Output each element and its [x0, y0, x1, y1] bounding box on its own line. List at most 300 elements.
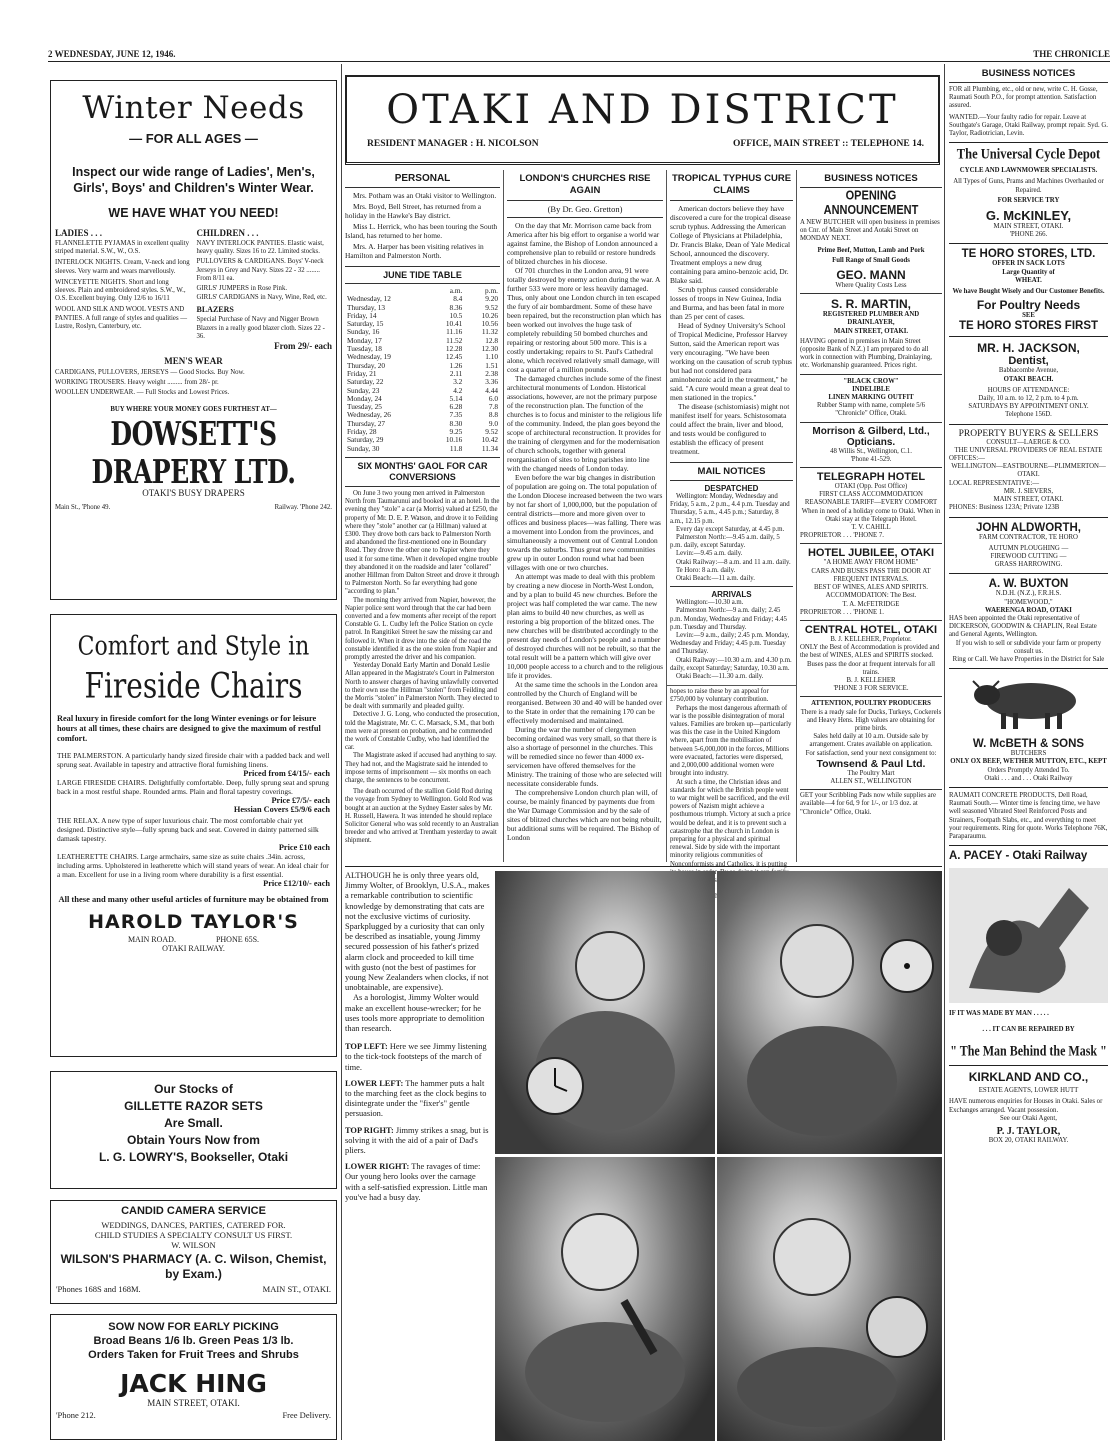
crow-l2: INDELIBLE — [852, 385, 890, 393]
photo-text-column — [345, 871, 490, 1437]
tide-pm: 6.0 — [488, 393, 498, 403]
pliers-boy-image — [717, 871, 942, 1154]
pacey-repaired: . . . IT CAN BE REPAIRED BY — [982, 1026, 1075, 1034]
mail-arr-item: Levin:—9 a.m., daily; 2.45 p.m. Monday, Wednesday and Friday; 4.45 p.m. Tuesday and Thursday. — [670, 632, 790, 656]
divider — [341, 64, 342, 1440]
black-crow-ad — [800, 375, 942, 423]
hing-l3: Orders Taken for Fruit Trees and Shrubs — [88, 1349, 299, 1361]
tide-pm: 9.0 — [488, 418, 498, 428]
london-para: During the war the number of clergymen becoming ordained was very small, so that there is also a shortage of personnel in the churches. This will be remedied since no fewer than 4000 ex-servicemen have offered themselves for the Ministry. The training of those who are selected will necessitate considerable funds. — [507, 725, 662, 788]
tide-pm: 12.8 — [485, 335, 498, 345]
london-para: Even before the war big changes in distribution of population are going on. The total population of the London Diocese increased between the two wars by not far short of 1,000,000, but the population of central districts—more and more given over to offices and business places—was falling. There was a movement into London from the provinces, and simultaneously a movement out of Central London towards the suburbs. Thus great new communities grew up in outer London round what had been villages with one or two churches. — [507, 473, 663, 572]
ladies-item: WINCEYETTE NIGHTS. Short and long sleeves. Plain and embroidered styles. S.W., W., O.S. Excellent buying. Only 12/6 to 16/11 — [55, 278, 186, 303]
chair-item-text: THE RELAX. A new type of super luxurious chair. The most comfortable chair yet designed. Distinctive style—fully sprung back and seat. Covered in dainty patterned silk damask tapestry. — [57, 816, 319, 843]
candid-l3: W. WILSON — [171, 1240, 216, 1250]
caption-lead: TOP LEFT: — [345, 1042, 388, 1052]
gillette-l5: L. G. LOWRY'S, Bookseller, Otaki — [98, 1150, 289, 1164]
gaol-heading: SIX MONTHS' GAOL FOR CAR CONVERSIONS — [357, 460, 488, 482]
otaki-title: OTAKI AND DISTRICT — [386, 87, 899, 133]
tide-pm: 10.26 — [481, 310, 498, 320]
tide-pm: 10.56 — [481, 319, 498, 329]
taylors-name: HAROLD TAYLOR'S — [88, 911, 299, 933]
photo-caption — [345, 1126, 490, 1157]
ald-l4: GRASS HARROWING. — [994, 561, 1063, 569]
tide-pm: 1.10 — [485, 352, 498, 362]
typhus-para: American doctors believe they have discovered a cure for the tropical disease scrub typhus. Addressing the American College of Physicians at Philadelphia, Dr. Francis Blake, Dean of Yale Medical School, announced the discovery. Treatment employs a new drug containing para amino-benzoic acid, Dr. Blake said. — [670, 204, 791, 285]
london-byline: (By Dr. Geo. Gretton) — [547, 204, 623, 214]
tel-l2: FIRST CLASS ACCOMMODATION — [819, 491, 923, 499]
tide-am: 4.2 — [453, 385, 463, 395]
kirkland-ad — [949, 1070, 1108, 1145]
horo-title: TE HORO STORES, LTD. — [961, 248, 1096, 261]
cycle-depot-ad — [949, 147, 1108, 239]
caption-lead: LOWER LEFT: — [345, 1078, 404, 1088]
fireside-chairs-ad — [50, 614, 337, 1057]
blazers-text: Special Purchase of Navy and Nigger Brown Blazers in a really good blazer cloth. Sizes 22 - 36. — [196, 316, 325, 340]
central-name: CENTRAL HOTEL, OTAKI — [804, 623, 938, 636]
jack-hing-ad — [50, 1314, 337, 1440]
bux-l3: WAERENGA ROAD, OTAKI — [985, 606, 1072, 614]
tide-pm: 9.52 — [485, 302, 498, 312]
tide-pm: 10.42 — [481, 435, 498, 445]
kirkland-name: KIRKLAND AND CO., — [968, 1070, 1089, 1085]
london-para: On the day that Mr. Morrison came back from America after his big effort to organise a world war against famine, the Bishop of London announced a comprehensive plan to rebuild or restore hundreds of blitzed churches in his diocese. — [507, 221, 660, 266]
tel-l4: When in need of a holiday come to Otaki. When in Otaki stay at the Telegraph Hotel. — [801, 507, 941, 523]
martin-sub1: REGISTERED PLUMBER AND DRAINLAYER, — [822, 311, 920, 327]
jackson-l2: Babbacombe Avenue, — [998, 367, 1059, 375]
tide-row — [345, 445, 500, 453]
mail-heading: MAIL NOTICES — [697, 466, 766, 477]
tel-l1: OTAKI (Opp. Post Office) — [834, 483, 908, 491]
horo-l5: For Poultry Needs — [976, 298, 1081, 313]
otaki-office: OFFICE, MAIN STREET :: TELEPHONE 14. — [733, 139, 924, 149]
chairs-title-1: Comfort and Style in — [77, 631, 310, 662]
tide-pm: 11.34 — [481, 443, 498, 453]
tide-table — [345, 287, 500, 453]
mcb-l2: ONLY OX BEEF, WETHER MUTTON, ETC., KEPT — [950, 758, 1107, 766]
central-hotel-ad — [800, 621, 942, 697]
opening-text: A NEW BUTCHER will open business in premises on Cnr. of Main Street and Aotaki Street on MONDAY NEXT. — [800, 219, 940, 243]
bux-l5: If you wish to sell or subdivide your farm or property consult us. — [955, 639, 1102, 655]
personal-heading: PERSONAL — [394, 173, 451, 184]
mail-despatched: DESPATCHED — [704, 484, 759, 493]
tide-day: Sunday, 23 — [347, 385, 380, 395]
hing-l1: SOW NOW FOR EARLY PICKING — [108, 1321, 279, 1333]
tide-day: Saturday, 29 — [347, 435, 384, 445]
tide-am: 8.30 — [449, 418, 463, 428]
tide-pm: 11.32 — [481, 327, 498, 337]
jackson-l1: Dentist, — [1008, 355, 1049, 368]
ladies-item: WOOL AND SILK AND WOOL VESTS AND PANTIES. A full range of styles and qualities — Lustre, Roslyn, Canterbury, etc. — [55, 306, 188, 330]
tide-day: Friday, 14 — [347, 310, 377, 320]
chair-item-text: LARGE FIRESIDE CHAIRS. Delightfully comfortable. Deep, fully sprung seat and sprung back in a most restful shape. Rounded arms. Plain and floral tapestry coverings. — [57, 778, 329, 796]
children-item: PULLOVERS & CARDIGANS. Boys' V-neck Jerseys in Grey and Navy. Sizes 22 - 32 ........ From 8/11 ea. — [196, 258, 324, 282]
morrison-addr: 48 Willis St., Wellington, C.1. — [830, 447, 912, 455]
dowsett-name: DOWSETT'S DRAPERY LTD. — [91, 415, 296, 491]
hing-name: JACK HING — [120, 1369, 267, 1398]
buy-line: BUY WHERE YOUR MONEY GOES FURTHEST AT— — [110, 405, 277, 413]
personal-para: Miss L. Herrick, who has been touring the South Island, has returned to her home. — [345, 222, 498, 240]
ald-l2: AUTUMN PLOUGHING — — [988, 544, 1069, 552]
opening-range: Full Range of Small Goods — [832, 256, 910, 264]
crow-l5: "Chronicle" Office, Otaki. — [835, 410, 907, 418]
cycle-l1: CYCLE AND LAWNMOWER SPECIALISTS. — [959, 167, 1098, 175]
tide-am: 5.14 — [449, 393, 463, 403]
mcbeth-name: W. McBETH & SONS — [972, 738, 1085, 751]
mail-arr-item: Palmerston North:—9 a.m. daily; 2.45 p.m. Monday, Wednesday and Friday; 4.45 p.m. Tuesday and Thursday. — [670, 607, 787, 631]
children-item: GIRLS' JUMPERS in Rose Pink. — [196, 285, 288, 293]
poultry-l6: The Poultry Mart — [847, 769, 895, 777]
tide-am: 10.41 — [445, 319, 463, 329]
tide-am: 11.8 — [449, 443, 463, 453]
bux-l4: HAS been appointed the Otaki representative of DICKERSON, GOODWIN & CHAPLIN, Real Estate and General Agents, Wellington. — [949, 614, 1097, 639]
typhus-heading: TROPICAL TYPHUS CURE CLAIMS — [671, 173, 792, 196]
aldworth-ad — [949, 522, 1108, 570]
caption-text: The ravages of time: Our young hero looks over the carnage with a self-satisfied expression. Little man you've had a busy day. — [345, 1162, 488, 1202]
hing-l2: Broad Beans 1/6 lb. Green Peas 1/3 lb. — [93, 1335, 294, 1347]
tide-pm: 7.8 — [488, 402, 498, 412]
gaol-para: Yesterday Donald Early Martin and Donald Leslie Allan appeared in the Magistrate's Court in Palmerston North to answer charges of having unlawfully converted to their own use the Hillman "stolen" from Feilding and the Morris "stolen" in Palmerston North. They elected to be dealt with summarily and pleaded guilty. — [345, 662, 499, 711]
dowsett-main-phone: Main St., 'Phone 49. — [55, 503, 111, 511]
candid-phones: 'Phones 168S and 168M. — [56, 1284, 141, 1294]
tide-pm: 8.8 — [488, 410, 498, 420]
tide-day: Saturday, 15 — [347, 319, 384, 329]
wreckage-boy-image — [717, 1157, 942, 1441]
mail-arrivals: ARRIVALS — [711, 590, 752, 600]
mckinley-name: G. McKINLEY, — [985, 208, 1072, 224]
morrison-name: Morrison & Gilberd, Ltd., — [812, 425, 930, 437]
tide-day: Tuesday, 18 — [347, 344, 382, 354]
prop-l6: MR. J. SIEVERS, — [1003, 487, 1054, 495]
tide-pm: 1.51 — [485, 360, 498, 370]
tide-day: Friday, 21 — [347, 368, 377, 378]
horo-l7: TE HORO STORES FIRST — [958, 320, 1099, 333]
cycle-l2: All Types of Guns, Prams and Machines Overhauled or Repaired. — [953, 178, 1104, 194]
candid-l1: WEDDINGS, DANCES, PARTIES, CATERED FOR. — [101, 1220, 286, 1230]
poultry-heading: ATTENTION, POULTRY PRODUCERS — [811, 700, 931, 708]
tide-day: Wednesday, 19 — [347, 352, 391, 362]
jub-l5: T. A. McFETRIDGE — [842, 600, 900, 608]
issue-date: 2 WEDNESDAY, JUNE 12, 1946. — [48, 49, 176, 59]
mens-item: WOOLLEN UNDERWEAR. — Full Stocks and Lowest Prices. — [55, 389, 230, 397]
cen-l5: 'PHONE 3 FOR SERVICE. — [833, 685, 909, 693]
winter-subtitle: — FOR ALL AGES — — [129, 131, 258, 146]
tide-day: Sunday, 16 — [347, 327, 380, 337]
scribbling-pads: GET your Scribbling Pads now while supplies are available—4 for 6d, 9 for 1/-, or 1/3 doz. at "Chronicle" Office, Otaki. — [800, 792, 936, 816]
mail-desp-item: Otaki Beach:—11 a.m. daily. — [676, 575, 755, 583]
martin-ad — [800, 294, 942, 374]
jub-l4: ACCOMMODATION: The Best. — [825, 592, 917, 600]
bux-l2: "HOMEWOOD," — [1004, 598, 1053, 606]
typhus-para: The disease (schistomiasis) might not manifest itself for years. Schistosomata could affect the brain, liver and blood, and tests would be configured to establish the efficacy of present treatment. — [670, 402, 790, 456]
cycle-l5: MAIN STREET, OTAKI. — [993, 223, 1064, 231]
candid-l2: CHILD STUDIES A SPECIALTY CONSULT US FIRST. — [94, 1230, 293, 1240]
jubilee-name: HOTEL JUBILEE, OTAKI — [807, 547, 935, 560]
london-heading: LONDON'S CHURCHES RISE AGAIN — [519, 173, 651, 196]
winter-title: Winter Needs — [82, 90, 305, 126]
ladies-item: FLANNELETTE PYJAMAS in excellent quality striped material. S.W., W., O.S. — [55, 240, 190, 256]
photo-top-right — [717, 871, 942, 1154]
townsend-name: Townsend & Paul Ltd. — [816, 757, 926, 770]
paper-name: THE CHRONICLE — [1033, 49, 1110, 59]
gillette-l4: Obtain Yours Now from — [127, 1133, 260, 1147]
dowsett-railway-phone: Railway. 'Phone 242. — [274, 503, 332, 511]
mcbeth-ad — [949, 673, 1108, 783]
prop-l8: PHONES: Business 123A; Private 123B — [949, 504, 1060, 512]
martin-text: HAVING opened in premises in Main Street (opposite Bank of N.Z.) I am prepared to do all work in connection with Plumbing, Drainlaying, etc. Workmanship guaranteed. Prices right. — [800, 337, 932, 370]
tide-pm: 4.44 — [485, 385, 498, 395]
hing-delivery: Free Delivery. — [282, 1410, 331, 1420]
prop-l3: OFFICES:— — [949, 455, 985, 463]
tide-heading: JUNE TIDE TABLE — [383, 270, 462, 280]
poultry-l4: For satisfaction, send your next consignment to: — [805, 749, 937, 757]
prop-l4: WELLINGTON—EASTBOURNE—PLIMMERTON—OTAKI. — [951, 463, 1106, 479]
horo-l2: Large Quantity of — [1002, 268, 1055, 276]
kirk-l1: ESTATE AGENTS, LOWER HUTT — [978, 1087, 1079, 1095]
poultry-l7: ALLEN ST., WELLINGTON — [830, 777, 912, 785]
candid-camera-ad — [50, 1200, 337, 1304]
cen-l3: Buses pass the door at frequent intervals for all trains. — [807, 660, 935, 676]
gillette-l2: GILLETTE RAZOR SETS — [124, 1099, 263, 1113]
gaol-para: Detective J. G. Long, who conducted the prosecution, told the Magistrate, Mr. C. C. Marsack, S.M., that both men were at present on probation, and he commended the work of Constable Cudby, who had identified the car. — [345, 711, 500, 752]
right-notices-heading: BUSINESS NOTICES — [981, 68, 1076, 79]
chairs-title-2: Fireside Chairs — [84, 664, 303, 707]
mann-sub: Where Quality Costs Less — [835, 282, 907, 290]
tide-am: 2.11 — [449, 368, 463, 378]
london-para: At the same time the schools in the London area controlled by the Church of England will be reorganised. Between 30 and 40 will be handed over to the State in order that the remaining 170 can be effectively modernised and maintained. — [507, 680, 663, 725]
opening-ad — [800, 188, 942, 294]
london-para: The damaged churches include some of the finest architectural monuments of London. Historical associations, however, are not the primary purpose of the reconstruction plan. The function of the churches is to focus and minister to the religious life of the community. Indeed, the plan goes beyond the scope of architectural reconstruction. It provides for the training of clergymen and for the modernisation of church schools, together with general reorganisation of sites to bring parishes into line with the changed needs of London today. — [507, 374, 662, 473]
bux-l1: N.D.H. (N.Z.), F.R.H.S. — [995, 590, 1062, 598]
london-continued: hopes to raise these by an appeal for £750,000 by voluntary contribution. — [670, 688, 769, 704]
chair-item-price: Price £12/10/- each — [263, 879, 330, 888]
tide-day: Wednesday, 12 — [347, 294, 391, 304]
gillette-l1: Our Stocks of — [154, 1082, 233, 1096]
tide-day: Wednesday, 26 — [347, 410, 391, 420]
photo-caption — [345, 1162, 490, 1203]
london-para: Of 701 churches in the London area, 91 were totally destroyed by enemy action during the war. A further 533 were more or less heavily damaged. Thus, only about one London church in ten escaped the fury of air bombardment. Some of these have been repaired, but the reconstruction plan which has been worked out involves the huge task of completely rebuilding 50 bombed churches and repairing or restoring about 500 more. This is a costly undertaking; repairs to St. Paul's Cathedral alone, which received relatively small damage, will cost a quarter of a million pounds. — [507, 266, 662, 374]
poultry-ad — [800, 697, 942, 790]
buxton-name: A. W. BUXTON — [988, 578, 1069, 591]
crow-l3: LINEN MARKING OUTFIT — [828, 394, 914, 402]
cen-l2: ONLY the Best of Accommodation is provided and the best of WINES, ALES and SPIRITS stocked. — [800, 644, 940, 660]
tide-am: 7.35 — [449, 410, 463, 420]
mail-arr-item: Otaki Railway:—10.30 a.m. and 4.30 p.m. daily, except Saturday; Saturday, 10.30 a.m. — [670, 656, 792, 672]
chair-item-text: LEATHERETTE CHAIRS. Large armchairs, same size as suite chairs .34in. across, including arms. Upholstered in leatherette which will stand years of wear. An ideal chair for a man. Excellent for use in a living room where durability is a first essential. — [57, 852, 329, 879]
tide-pm-header: p.m. — [485, 286, 498, 295]
mail-desp-item: Palmerston North:—9.45 a.m. daily, 5 p.m. daily, except Saturday. — [670, 534, 780, 550]
raumati-notice: RAUMATI CONCRETE PRODUCTS, Dell Road, Raumati South.— Winter time is fencing time, we have well seasoned Vibrated Steel Reinforced Posts and Strainers, Footpath Slabs, etc., and everything to meet your requirements. Ring for quote. Works Telephone 76K, Paraparaumu. — [949, 791, 1108, 840]
tide-am: 12.45 — [445, 352, 463, 362]
mail-desp-item: Wellington: Monday, Wednesday and Friday, 5 a.m., 2 p.m., 4.4 p.m. Tuesday and Thursday, 5 a.m., 4.45 p.m.; Saturday, 8 a.m., 12.15 p.m. — [670, 493, 790, 525]
chair-item-price: Hessian Covers £5/9/6 each — [233, 805, 330, 814]
winter-slogan: WE HAVE WHAT YOU NEED! — [108, 206, 279, 220]
horo-l3: WHEAT. — [1015, 276, 1042, 284]
poultry-l3: Sales held daily at 10 a.m. Outside sale by arrangement. Crates available on application. — [809, 733, 933, 749]
dowsett-sub: OTAKI'S BUSY DRAPERS — [142, 487, 245, 498]
photo-top-left — [495, 871, 715, 1154]
chairs-intro: Real luxury in fireside comfort for the long Winter evenings or for leisure hours at all times, these chairs are designed to give the maximum of restful comfort. — [57, 714, 321, 743]
gaol-para: The death occurred of the stallion Gold Rod during the voyage from Sydney to Wellington. Gold Rod was bought at an auction at the Sydney Easter sales by Mr. H. Russell, Hawera. It was intended he should replace Solicitor General who was sold recently to an Australian breeder and who arrived at Trentham yesterday to await shipment. — [345, 788, 499, 845]
cen-l1: B. J. KELLEHER, Proprietor. — [830, 635, 912, 643]
ald-l1: FARM CONTRACTOR, TE HORO — [979, 533, 1078, 541]
chair-item-text: THE PALMERSTON. A particularly handy sized fireside chair with a padded back and well sprung seat. Available in tapestry and attractive floral furnishing linens. — [57, 751, 330, 769]
tide-pm: 9.20 — [485, 294, 498, 304]
property-ad — [949, 429, 1108, 513]
tide-day: Monday, 17 — [347, 335, 382, 345]
cen-l4: B. J. KELLEHER — [846, 676, 896, 684]
photo-intro: ALTHOUGH he is only three years old, Jimmy Wolter, of Brooklyn, U.S.A., makes a remarkable contribution to scientific knowledge by demonstrating that cats are not the exclusive victims of curiosity. Sparkplugged by a curiosity that can only be described as insatiable, young Jimmy secured possession of his father's prized alarm clock and proceeded to kill time with gusto (not the best of pastimes for young New Zealanders when clocks, if not unobtainable, are expensive). — [345, 871, 490, 993]
mcb-l4: Otaki . . . and . . . Otaki Railway — [984, 774, 1073, 782]
children-heading: CHILDREN . . . — [196, 228, 259, 238]
tide-am: 8.36 — [449, 302, 463, 312]
tide-am: 3.2 — [453, 377, 463, 387]
photo-lower-left — [495, 1157, 715, 1441]
kirk-l2: HAVE numerous enquiries for Houses in Otaki. Sales or Exchanges arranged. Vacant possession. — [949, 1098, 1103, 1114]
morrison-ad — [800, 423, 942, 468]
crow-l1: "BLACK CROW" — [843, 377, 899, 385]
photo-intro-2: As a horologist, Jimmy Wolter would make an excellent house-wrecker; for he uses tools more appropriate to demolition than research. — [345, 993, 485, 1034]
chair-item-price: Price £7/5/- each — [271, 796, 330, 805]
london-continued: At such a time, the Christian ideas and standards for which the British people went to war might well be sacrificed, and the evil powers of Nazism might achieve a posthumous triumph. Victory at such a price would be defeat, and it is to prevent such a catastrophe that the church in London is preparing for a physical and spiritual renewal. Side by side with the important minority religious communities of Nonconformists and Catholics, it is putting — [670, 778, 791, 868]
jub-l3: BEST OF WINES, ALES AND SPIRITS. — [814, 584, 928, 592]
tide-day: Thursday, 27 — [347, 418, 386, 428]
column-london — [503, 170, 663, 862]
jackson-l5: Daily, 10 a.m. to 12, 2 p.m. to 4 p.m. — [978, 395, 1079, 403]
page-header — [48, 48, 1110, 62]
tide-am: 11.52 — [446, 335, 463, 345]
jackson-l3: OTAKI BEACH. — [1003, 375, 1054, 383]
mens-item: WORKING TROUSERS. Heavy weight ......... from 28/- pr. — [55, 379, 219, 387]
prop-title: PROPERTY BUYERS & SELLERS — [958, 428, 1099, 439]
mens-heading: MEN'S WEAR — [164, 356, 223, 367]
london-para: The comprehensive London church plan will, of course, be mainly financed by payments due from the War Damage Commission and by the sale of sites of blitzed churches which are not being rebuilt, but additional sums will be required. The Bishop of London — [507, 788, 662, 842]
kirk-l5: BOX 20, OTAKI RAILWAY. — [988, 1136, 1069, 1144]
martin-sub2: MAIN STREET, OTAKI. — [833, 327, 909, 335]
caption-lead: LOWER RIGHT: — [345, 1162, 410, 1172]
candid-l4: WILSON'S PHARMACY (A. C. Wilson, Chemist, by Exam.) — [60, 1252, 327, 1281]
pacey-mask: " The Man Behind the Mask " — [950, 1042, 1107, 1060]
mail-desp-item: Levin:—9.45 a.m. daily. — [676, 550, 743, 558]
prop-l7: MAIN STREET, OTAKI. — [993, 496, 1064, 504]
winter-needs-ad — [50, 80, 337, 600]
candid-addr: MAIN ST., OTAKI. — [262, 1284, 331, 1294]
telegraph-hotel-ad — [800, 468, 942, 544]
tel-l6: PROPRIETOR . . . 'PHONE 7. — [800, 532, 884, 540]
gillette-ad — [50, 1071, 337, 1189]
caption-text: Here we see Jimmy listening to the tick-tock footsteps of the march of time. — [345, 1042, 487, 1072]
tide-am: 9.25 — [449, 427, 463, 437]
children-item: NAVY INTERLOCK PANTIES. Elastic waist, heavy quality. Sizes 16 to 22. Limited stocks. — [196, 240, 324, 256]
caption-text: Jimmy strikes a snag, but is solving it with the aid of a pair of Dad's pliers. — [345, 1125, 489, 1156]
prop-l2: THE UNIVERSAL PROVIDERS OF REAL ESTATE — [954, 446, 1103, 454]
cycle-l6: 'PHONE 266. — [1009, 231, 1048, 239]
gillette-l3: Are Small. — [164, 1116, 223, 1130]
london-continued: Perhaps the most dangerous aftermath of war is the possible disintegration of moral values. Families are broken up—particularly was this the case in the United Kingdom where, apart from the mobilisation of between 5-6,000,000 in the forces, Millions were evacuated, factories were dispersed, and 2,000,000 additional women were brought into industry. — [670, 704, 792, 778]
personal-para: Mrs. A. Harper has been visiting relatives in Hamilton and Palmerston North. — [345, 242, 484, 260]
tide-pm: 9.52 — [485, 427, 498, 437]
opening-prime: Prime Beef, Mutton, Lamb and Pork — [817, 246, 925, 254]
ald-l3: FIREWOOD CUTTING — — [990, 552, 1067, 560]
gaol-para: The Magistrate asked if accused had anything to say. They had not, and the Magistrate said he intended to impose terms of imprisonment — six months on each charge, the sentences to be concurrent. — [345, 752, 497, 785]
chairs-footer: All these and many other useful articles of furniture may be obtained from — [58, 894, 329, 904]
morrison-phone: 'Phone 41-529. — [850, 455, 892, 463]
photo-feature — [345, 866, 942, 1440]
taylors-addr: MAIN ROAD. — [127, 935, 176, 944]
horo-l1: OFFER IN SACK LOTS — [992, 260, 1065, 268]
mens-item: CARDIGANS, PULLOVERS, JERSEYS — Good Stocks. Buy Now. — [55, 369, 245, 377]
photo-lower-right — [717, 1157, 942, 1441]
pacey-name: A. PACEY - Otaki Railway — [949, 850, 1088, 863]
mail-desp-item: Te Horo: 8 a.m. daily. — [676, 566, 736, 574]
gosse-notice: FOR all Plumbing, etc., old or new, write C. H. Gosse, Raumati South P.O., for prompt attention. Satisfaction assured. — [949, 86, 1098, 110]
kirk-l3: See our Otaki Agent, — [999, 1114, 1057, 1122]
cycle-title: The Universal Cycle Depot — [956, 145, 1101, 163]
jub-l2: CARS AND BUSES PASS THE DOOR AT FREQUENT INTERVALS. — [811, 567, 931, 583]
chair-item-price: Price £10 each — [278, 843, 330, 852]
tel-l5: T. V. CAHILL — [851, 524, 891, 532]
blazers-heading: BLAZERS — [196, 305, 234, 315]
cattle-icon — [949, 673, 1108, 733]
tide-am: 8.4 — [453, 294, 463, 304]
ladies-item: INTERLOCK NIGHTS. Cream, V-neck and long sleeves. Very warm and wears marvellously. — [55, 259, 190, 275]
tide-day: Tuesday, 25 — [347, 402, 382, 412]
tide-day: Friday, 28 — [347, 427, 377, 437]
opening-heading: OPENING ANNOUNCEMENT — [823, 188, 919, 218]
column-typhus — [666, 170, 793, 868]
tide-am: 10.16 — [445, 435, 463, 445]
mid-notices-heading: BUSINESS NOTICES — [824, 173, 918, 184]
tide-pm: 12.30 — [481, 344, 498, 354]
mail-arr-item: Otaki Beach:—11.30 a.m. daily. — [676, 673, 764, 681]
jub-l6: PROPRIETOR . . . 'PHONE 1. — [800, 608, 884, 616]
hammer-boy-image — [495, 1157, 715, 1441]
mcb-l1: BUTCHERS — [1010, 750, 1047, 758]
tide-pm: 2.38 — [485, 368, 498, 378]
column-personal — [345, 170, 500, 862]
tide-day: Sunday, 30 — [347, 443, 380, 453]
clock-boy-image — [495, 871, 715, 1154]
jub-l1: "A HOME AWAY FROM HOME" — [823, 559, 919, 567]
photo-caption — [345, 1042, 490, 1073]
mail-desp-item: Every day except Saturday, at 4.45 p.m. — [676, 525, 785, 533]
telegraph-name: TELEGRAPH HOTEL — [816, 471, 926, 484]
taylors-phone: PHONE 65S. — [215, 935, 260, 944]
tide-am-header: a.m. — [449, 286, 463, 295]
tide-am: 11.16 — [446, 327, 463, 337]
caption-lead: TOP RIGHT: — [345, 1125, 394, 1135]
martin-name: S. R. MARTIN, — [831, 297, 911, 312]
pacey-made: IF IT WAS MADE BY MAN . . . . . — [949, 1010, 1049, 1018]
hing-addr: MAIN STREET, OTAKI. — [147, 1398, 240, 1408]
prop-l1: CONSULT—LAERGE & CO. — [986, 438, 1071, 446]
personal-para: Mrs. Boyd, Bell Street, has returned from a holiday in the Hawke's Bay district. — [345, 202, 482, 220]
tide-pm: 3.36 — [485, 377, 498, 387]
gaol-para: The morning they arrived from Napier, however, the Napier police sent word through that the car had been converted and a few moments after receipt of the report Constable G. L. Cudby left the Police Station on cycle patrol. In Rangitikei Street he saw the missing car and followed it. When it drew into the side of the road the constable identified it as the one stolen from Napier and promptly arrested the driver and his companion. — [345, 596, 498, 661]
column-business-right — [947, 64, 1110, 1440]
tide-day: Saturday, 22 — [347, 377, 384, 387]
mail-arr-item: Wellington:—10.30 a.m. — [676, 599, 744, 607]
otaki-banner — [345, 75, 940, 165]
aldworth-name: JOHN ALDWORTH, — [976, 521, 1081, 534]
photo-caption — [345, 1079, 490, 1120]
jackson-l7: Telephone 156D. — [1005, 411, 1052, 419]
mail-desp-item: Otaki Railway:—8 a.m. and 11 a.m. daily. — [676, 558, 791, 566]
mann-name: GEO. MANN — [836, 268, 906, 283]
prop-l5: LOCAL REPRESENTATIVE:— — [949, 479, 1040, 487]
column-business-mid — [796, 170, 942, 862]
divider — [944, 64, 945, 1440]
